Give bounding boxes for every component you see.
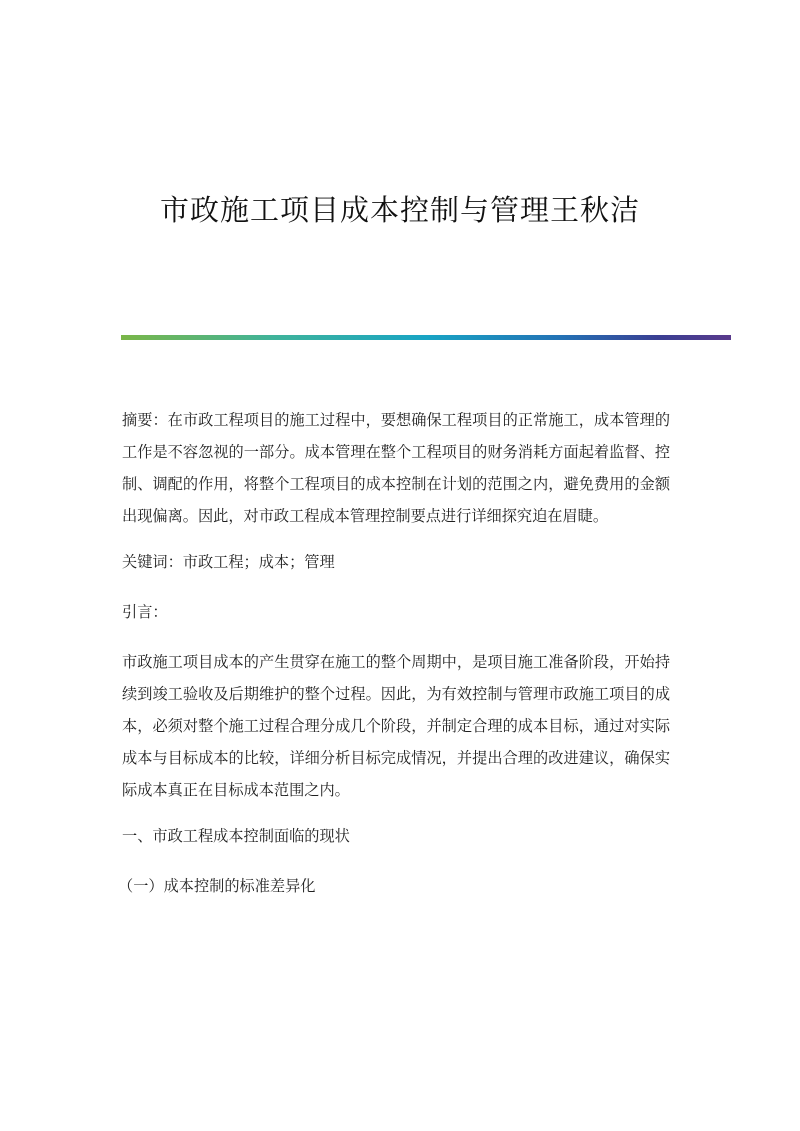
document-body	[118, 404, 670, 916]
subsection-heading: （一）成本控制的标准差异化	[118, 877, 316, 895]
abstract-paragraph: 摘要：在市政工程项目的施工过程中，要想确保工程项目的正常施工，成本管理的工作是不容忽视的一部分。成本管理在整个工程项目的财务消耗方面起着监督、控制、调配的作用，将整个工程项目的成本控制在计划的范围之内，避免费用的金额出现偏离。因此，对市政工程成本管理控制要点进行详细探究迫在眉睫。	[122, 411, 670, 525]
intro-paragraph: 市政施工项目成本的产生贯穿在施工的整个周期中，是项目施工准备阶段，开始持续到竣工验收及后期维护的整个过程。因此，为有效控制与管理市政施工项目的成本，必须对整个施工过程合理分成几个阶段，并制定合理的成本目标，通过对实际成本与目标成本的比较，详细分析目标完成情况，并提出合理的改进建议，确保实际成本真正在目标成本范围之内。	[122, 653, 670, 799]
intro-label: 引言：	[122, 603, 168, 621]
keywords-line: 关键词：市政工程；成本；管理	[122, 553, 335, 571]
title-divider	[121, 335, 731, 340]
section-heading: 一、市政工程成本控制面临的现状	[122, 827, 350, 845]
document-title: 市政施工项目成本控制与管理王秋洁	[159, 193, 640, 227]
